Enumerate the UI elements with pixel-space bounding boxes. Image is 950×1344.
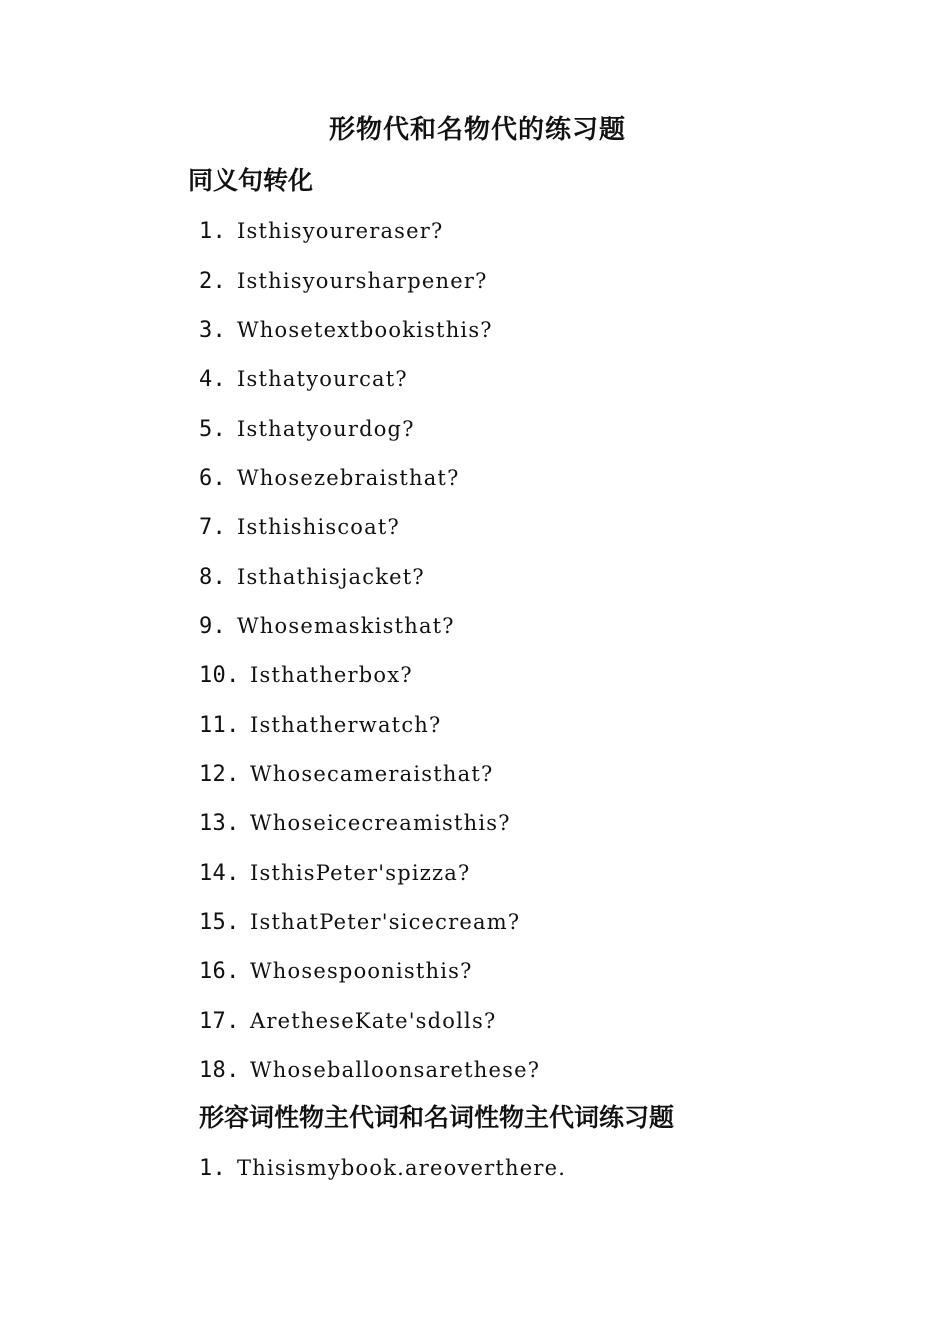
section-heading-possessive-pronouns: 形容词性物主代词和名词性物主代词练习题 — [199, 1103, 675, 1132]
item-number: 6. — [199, 466, 227, 491]
item-text: Whoseicecreamisthis? — [250, 811, 511, 835]
exercise-item — [199, 512, 400, 543]
section-heading-synonym: 同义句转化 — [188, 166, 314, 195]
item-text: Isthatyourdog? — [237, 417, 415, 441]
exercise-item — [199, 759, 493, 790]
item-number: 12. — [199, 762, 240, 787]
item-number: 9. — [199, 614, 227, 639]
exercise-item — [199, 858, 470, 889]
item-number: 10. — [199, 663, 240, 688]
item-text: Whosezebraisthat? — [237, 466, 460, 490]
exercise-item — [199, 907, 520, 938]
item-number: 7. — [199, 515, 227, 540]
document-title: 形物代和名物代的练习题 — [328, 115, 626, 145]
item-number: 11. — [199, 713, 240, 738]
item-number: 13. — [199, 811, 240, 836]
exercise-item — [199, 315, 493, 346]
exercise-item — [199, 364, 408, 395]
exercise-item — [199, 216, 444, 247]
item-text: Whosecameraisthat? — [250, 762, 494, 786]
item-text: Isthisyoureraser? — [237, 219, 444, 243]
item-text: Whosetextbookisthis? — [237, 318, 493, 342]
item-text: Isthatherbox? — [250, 663, 413, 687]
item-number: 2. — [199, 269, 227, 294]
exercise-item — [199, 463, 460, 494]
exercise-item — [199, 266, 488, 297]
item-text: Thisismybook.areoverthere. — [237, 1156, 567, 1180]
item-text: Whoseballoonsarethese? — [250, 1058, 541, 1082]
exercise-item — [199, 562, 425, 593]
item-text: Isthisyoursharpener? — [237, 269, 488, 293]
item-number: 4. — [199, 367, 227, 392]
item-number: 8. — [199, 565, 227, 590]
item-number: 16. — [199, 959, 240, 984]
item-text: Whosespoonisthis? — [250, 959, 473, 983]
exercise-item — [199, 710, 441, 741]
exercise-item — [199, 660, 413, 691]
exercise-item — [199, 414, 415, 445]
exercise-item — [199, 1006, 496, 1037]
item-number: 5. — [199, 417, 227, 442]
item-text: Whosemaskisthat? — [237, 614, 455, 638]
item-number: 1. — [199, 219, 227, 244]
item-text: Isthathisjacket? — [237, 565, 425, 589]
item-number: 1. — [199, 1156, 227, 1181]
item-text: IsthatPeter'sicecream? — [250, 910, 521, 934]
item-text: Isthishiscoat? — [237, 515, 400, 539]
exercise-item — [199, 611, 455, 642]
exercise-item — [199, 1055, 540, 1086]
item-text: IsthisPeter'spizza? — [250, 861, 471, 885]
exercise-item — [199, 808, 511, 839]
item-text: Isthatyourcat? — [237, 367, 408, 391]
item-number: 14. — [199, 861, 240, 886]
item-text: AretheseKate'sdolls? — [250, 1009, 497, 1033]
item-number: 18. — [199, 1058, 240, 1083]
exercise-item — [199, 956, 473, 987]
item-number: 3. — [199, 318, 227, 343]
exercise-item — [199, 1153, 566, 1184]
item-text: Isthatherwatch? — [250, 713, 442, 737]
item-number: 17. — [199, 1009, 240, 1034]
item-number: 15. — [199, 910, 240, 935]
